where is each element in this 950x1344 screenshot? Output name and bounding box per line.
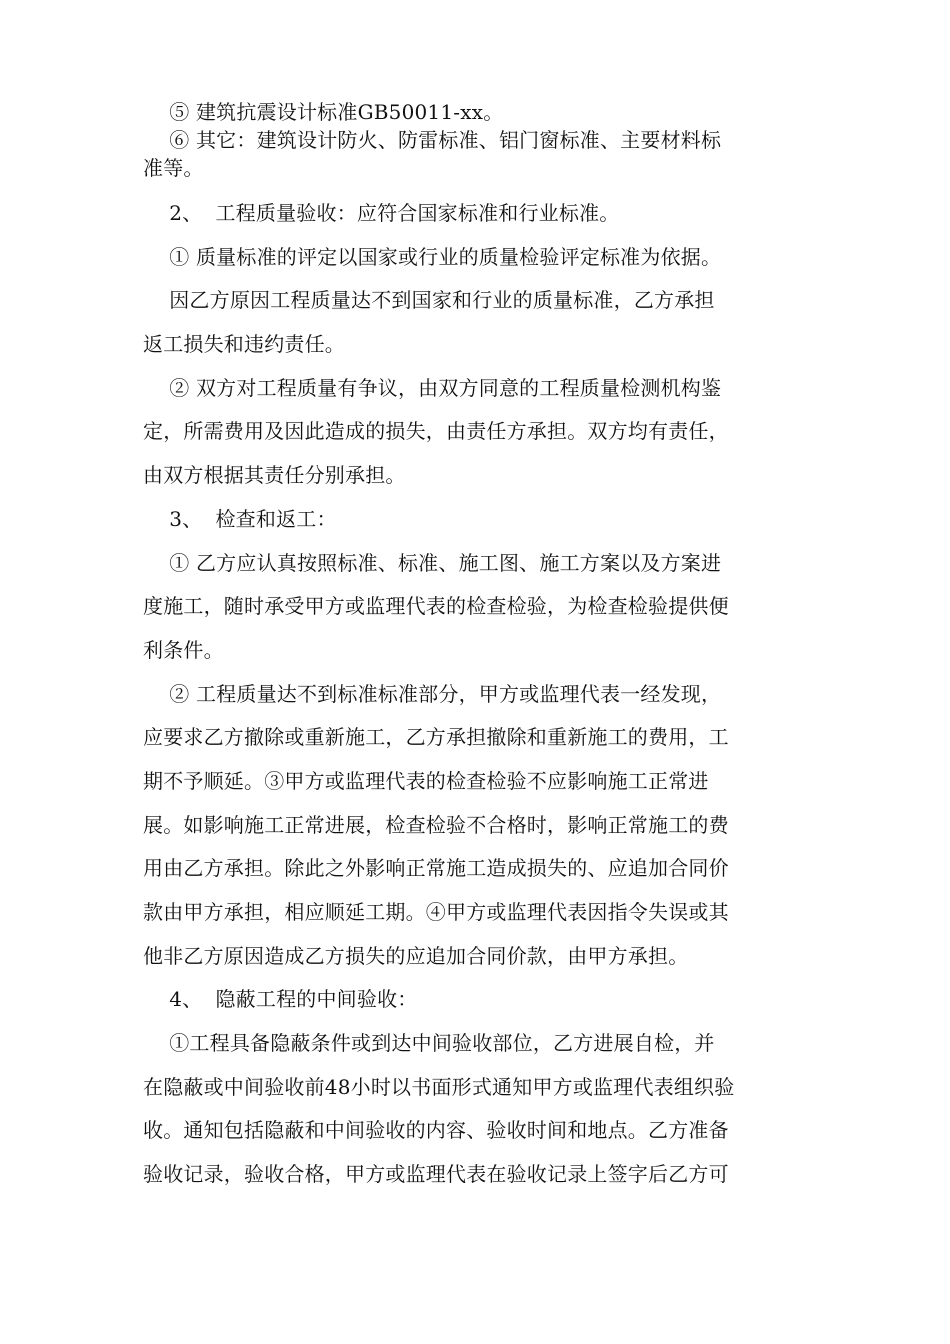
text-line: ①工程具备隐蔽条件或到达中间验收部位，乙方进展自检，并 [143,1031,715,1056]
text-line: 应要求乙方撤除或重新施工，乙方承担撤除和重新施工的费用，工 [143,725,729,750]
text-line: 用由乙方承担。除此之外影响正常施工造成损失的、应追加合同价 [143,856,729,881]
text-line: 利条件。 [143,637,224,662]
text-line: ⑤ 建筑抗震设计标准GB50011-xx。 [143,100,504,124]
text-line: 期不予顺延。③甲方或监理代表的检查检验不应影响施工正常进 [143,768,709,793]
body-text-block [143,192,808,1197]
text-line: 由双方根据其责任分别承担。 [143,463,406,488]
text-line: ⑥ 其它：建筑设计防火、防雷标准、铝门窗标准、主要材料标 [143,128,722,152]
text-line: ① 质量标准的评定以国家或行业的质量检验评定标准为依据。 [143,244,722,269]
text-line: 因乙方原因工程质量达不到国家和行业的质量标准，乙方承担 [143,288,715,313]
section-heading-inspection-rework: 3、 检查和返工： [143,506,337,531]
text-line: 度施工，随时承受甲方或监理代表的检查检验，为检查检验提供便 [143,594,729,619]
text-line: ② 工程质量达不到标准标准部分，甲方或监理代表一经发现， [143,681,722,706]
text-line: 收。通知包括隐蔽和中间验收的内容、验收时间和地点。乙方准备 [143,1118,729,1143]
text-line: ② 双方对工程质量有争议，由双方同意的工程质量检测机构鉴 [143,375,722,400]
standards-list-block [143,98,808,182]
text-line: ① 乙方应认真按照标准、标准、施工图、施工方案以及方案进 [143,550,722,575]
section-heading-concealed-works: 4、 隐蔽工程的中间验收： [143,987,418,1012]
text-line: 款由甲方承担，相应顺延工期。④甲方或监理代表因指令失误或其 [143,900,729,924]
section-heading-quality-acceptance: 2、 工程质量验收：应符合国家标准和行业标准。 [143,201,620,225]
text-line: 在隐蔽或中间验收前48小时以书面形式通知甲方或监理代表组织验 [143,1074,735,1099]
text-line: 准等。 [143,156,204,180]
text-line: 定，所需费用及因此造成的损失，由责任方承担。双方均有责任， [143,419,729,444]
text-line: 验收记录，验收合格，甲方或监理代表在验收记录上签字后乙方可 [143,1162,729,1187]
text-line: 他非乙方原因造成乙方损失的应追加合同价款，由甲方承担。 [143,943,689,968]
text-line: 展。如影响施工正常进展，检查检验不合格时，影响正常施工的费 [143,812,729,837]
text-line: 返工损失和违约责任。 [143,332,345,357]
